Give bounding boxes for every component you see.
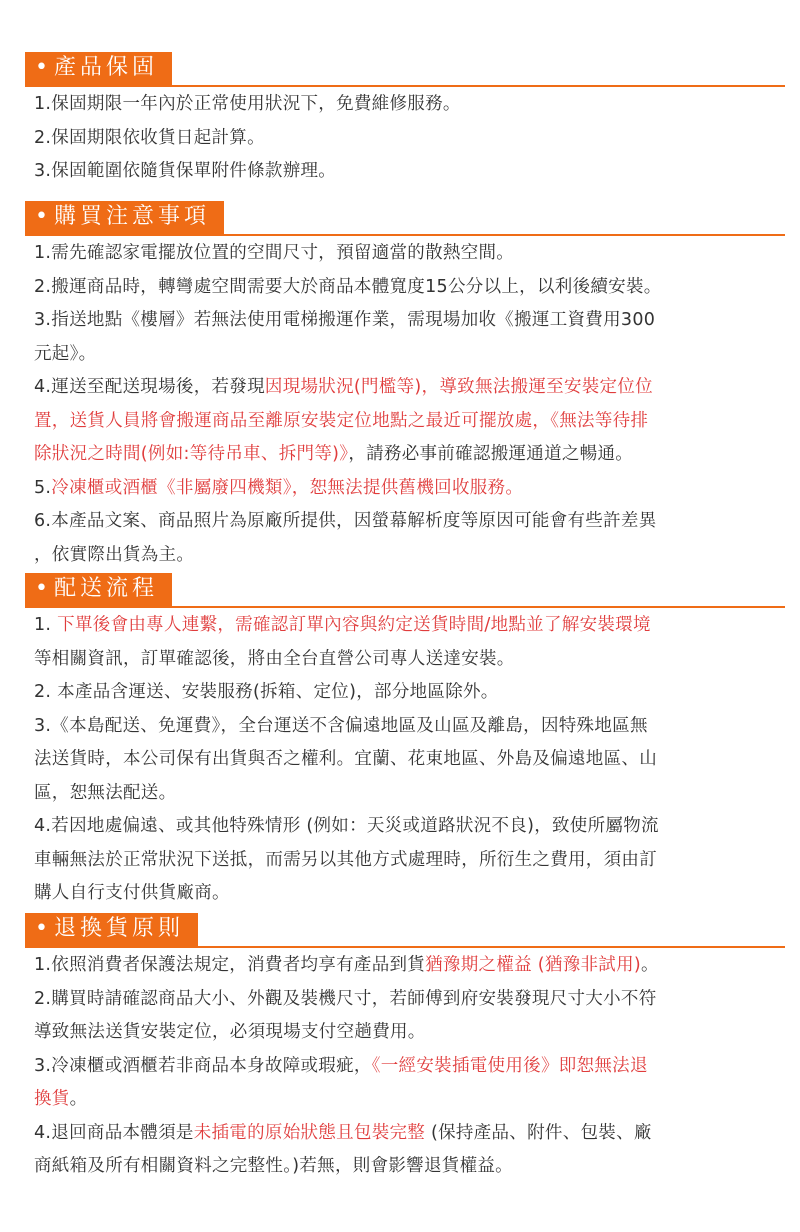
text-segment: 4.運送至配送現場後，若發現 [34,377,265,397]
text-line: 商紙箱及所有相關資料之完整性。)若無，則會影響退貨權益。 [34,1156,513,1176]
text-segment: 1.依照消費者保護法規定，消費者均享有產品到貨 [34,955,426,975]
section-purchase-notes [25,201,785,572]
highlight-text: 《一經安裝插電使用後》即恕無法退 [371,1055,648,1076]
highlight-text: 冷凍櫃或酒櫃《非屬廢四機類》，恕無法提供舊機回收服務。 [51,477,524,498]
text-line: 4.若因地處偏遠、或其他特殊情形 (例如：天災或道路狀況不良)，致使所屬物流 [34,816,659,836]
section-title: 配送流程 [53,576,158,601]
text-line [25,472,785,506]
text-segment: (保持產品、附件、包裝、廠 [425,1122,652,1143]
section-warranty [25,52,785,189]
section-delivery-process [25,573,785,911]
text-line: 法送貨時，本公司保有出貨與否之權利。宜蘭、花東地區、外島及偏遠地區、山 [34,749,657,769]
text-line: 3.指送地點《樓層》若無法使用電梯搬運作業，需現場加收《搬運工資費用300 [34,310,656,330]
text-line: 等相關資訊，訂單確認後，將由全台直營公司專人送達安裝。 [34,648,515,669]
section-title: 產品保固 [53,55,158,80]
text-line: 車輛無法於正常狀況下送抵，而需另以其他方式處理時，所衍生之費用，須由訂 [34,849,657,870]
text-line: 2.搬運商品時，轉彎處空間需要大於商品本體寬度15公分以上，以利後續安裝。 [34,276,662,297]
text-segment: 1. [34,615,58,635]
text-segment: 3.冷凍櫃或酒櫃若非商品本身故障或瑕疵， [34,1055,372,1076]
section-header: • 購買注意事項 [25,201,224,234]
highlight-text: 置，送貨人員將會搬運商品至離原安裝定位地點之最近可擺放處，《無法等待排 [34,410,649,431]
text-line: 區，恕無法配送。 [34,782,177,803]
text-line [25,405,785,439]
text-line [25,438,785,472]
text-line [25,949,785,983]
highlight-text: 換貨 [34,1089,70,1109]
section-header: • 配送流程 [25,573,172,606]
section-return-policy [25,913,785,1184]
text-line: 2.保固期限依收貨日起計算。 [34,127,265,148]
text-segment: ，請務必事前確認搬運通道之暢通。 [348,444,634,464]
text-line: 1.需先確認家電擺放位置的空間尺寸，預留適當的散熱空間。 [34,243,515,263]
section-header: • 產品保固 [25,52,172,85]
highlight-text: 除狀況之時間(例如:等待吊車、拆門等)》 [34,444,349,464]
text-line: 3.保固範圍依隨貨保單附件條款辦理。 [34,161,337,181]
text-line: 元起》。 [34,343,97,364]
header-divider [25,946,785,948]
text-line [25,371,785,405]
text-line: 2.購買時請確認商品大小、外觀及裝機尺寸，若師傅到府安裝發現尺寸大小不符 [34,988,657,1009]
text-line [25,1050,785,1084]
text-line: 購人自行支付供貨廠商。 [34,883,230,903]
text-line: 6.本產品文案、商品照片為原廠所提供，因螢幕解析度等原因可能會有些許差異 [34,511,657,531]
text-segment: 。 [69,1089,88,1109]
header-divider [25,606,785,608]
text-line: 1.保固期限一年內於正常使用狀況下，免費維修服務。 [34,94,461,114]
section-title: 購買注意事項 [53,204,210,229]
section-title: 退換貨原則 [53,916,184,941]
text-line [25,609,785,643]
header-divider [25,85,785,87]
section-header: • 退換貨原則 [25,913,198,946]
text-line: 導致無法送貨安裝定位，必須現場支付空趟費用。 [34,1022,426,1042]
text-segment: 5. [34,477,52,498]
highlight-text: 下單後會由專人連繫，需確認訂單內容與約定送貨時間/地點並了解安裝環境 [57,615,651,635]
text-segment: 4.退回商品本體須是 [34,1122,194,1143]
text-line [25,1083,785,1117]
highlight-text: 未插電的原始狀態且包裝完整 [193,1122,426,1143]
highlight-text: 猶豫期之權益 (猶豫非試用) [425,955,642,975]
text-line: ，依實際出貨為主。 [34,544,195,565]
text-line [25,1117,785,1151]
highlight-text: 因現場狀況(門檻等)，導致無法搬運至安裝定位位 [264,377,653,397]
header-divider [25,234,785,236]
text-segment: 。 [641,955,659,975]
text-line: 3.《本島配送、免運費》，全台運送不含偏遠地區及山區及離島，因特殊地區無 [34,715,648,736]
text-line: 2. 本產品含運送、安裝服務(拆箱、定位)，部分地區除外。 [34,682,499,702]
